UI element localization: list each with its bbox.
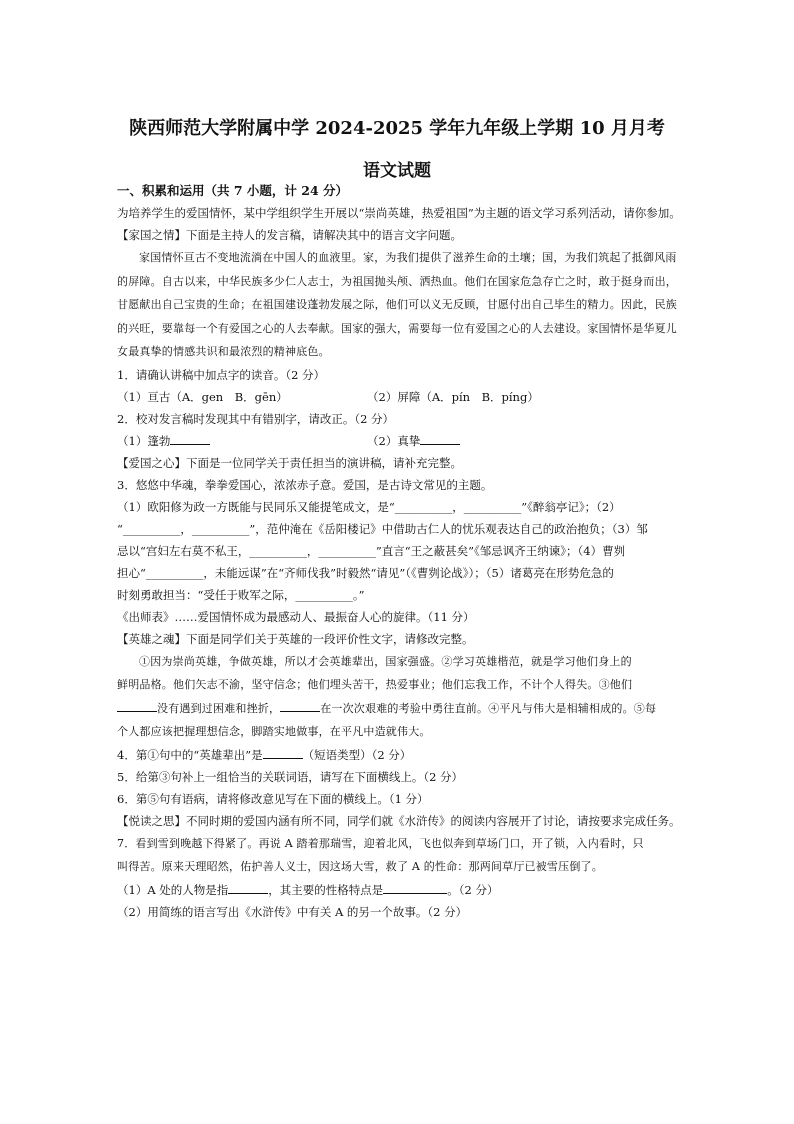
q3-line-1: （1）欧阳修为政一方既能与民同乐又能提笔成文，是“__________，__________”《醉翁亭记》；（2） xyxy=(117,499,621,514)
section-intro: 为培养学生的爱国情怀，某中学组织学生开展以“崇尚英雄，热爱祖国”为主题的语文学习系列活动，请你参加。 xyxy=(117,206,681,220)
q7-sub-1 xyxy=(117,879,685,901)
q7-trait-blank[interactable] xyxy=(383,880,447,894)
q7-sub-1-mid: ，其主要的性格特点是 xyxy=(268,882,384,897)
q7-sub-2: （2）用简练的语言写出《水浒传》中有关 A 的另一个故事。（2 分） xyxy=(117,904,468,919)
q7-sub-1-end: 。（2 分） xyxy=(447,882,499,897)
q2-item-1-label: （1）篷勃 xyxy=(117,433,171,448)
q2-item-2-label: （2）真挚 xyxy=(367,433,421,448)
q2-item-2 xyxy=(367,430,460,452)
question-4 xyxy=(117,744,685,766)
question-1-options xyxy=(117,386,685,408)
q2-item-1 xyxy=(117,430,367,452)
passage-conjunction-blank-2[interactable] xyxy=(280,698,320,712)
q4-answer-blank[interactable] xyxy=(263,745,303,759)
q4-text: 4．第①句中的“英雄辈出”是 xyxy=(117,747,263,762)
question-3: 3．悠悠中华魂，拳拳爱国心，浓浓赤子意。爱国，是古诗文常见的主题。 xyxy=(117,477,493,492)
hero-passage-line-4: 个人都应该把握理想信念，脚踏实地做事，在平凡中造就伟大。 xyxy=(117,725,431,738)
q7-character-blank[interactable] xyxy=(228,880,268,894)
q3-line-3: 忌以“宫妇左右莫不私王，__________，__________”直言“王之蔽甚矣”《邹忌讽齐王纳谏》；（4）曹刿 xyxy=(117,543,626,558)
q3-line-5: 时刻勇敢担当：“受任于败军之际，__________。” xyxy=(117,587,365,602)
part-jiaguo-lead: 【家国之情】下面是主持人的发言稿，请解决其中的语言文字问题。 xyxy=(117,228,462,242)
question-1: 1．请确认讲稿中加点字的读音。（2 分） xyxy=(117,367,326,382)
q4-suffix: （短语类型）（2 分） xyxy=(302,747,412,762)
passage-line-3-mid: 没有遇到过困难和挫折， xyxy=(157,701,281,715)
question-6: 6．第⑤句有语病，请将修改意见写在下面的横线上。（1 分） xyxy=(117,791,429,806)
part-aiguo-lead: 【爱国之心】下面是一位同学关于责任担当的演讲稿，请补充完整。 xyxy=(117,455,462,470)
hero-passage-line-3 xyxy=(117,697,685,721)
question-5: 5．给第③句补上一组恰当的关联词语，请写在下面横线上。（2 分） xyxy=(117,769,464,784)
section-heading: 一、积累和运用（共 7 小题，计 24 分） xyxy=(117,183,349,198)
passage-conjunction-blank-1[interactable] xyxy=(117,698,157,712)
q3-line-6: 《出师表》……爱国情怀成为最感动人、最振奋人心的旋律。（11 分） xyxy=(117,609,475,624)
exam-content xyxy=(117,180,685,923)
hero-passage-line-2: 鲜明品格。他们矢志不渝，坚守信念；他们埋头苦干，热爱事业；他们忘我工作，不计个人得失。③他们 xyxy=(117,678,633,691)
q7-line-2: 叫得苦。原来天理昭然，佑护善人义士，因这场大雪，救了 A 的性命：那两间草厅已被雪压倒了。 xyxy=(117,860,603,873)
q1-option-gengu: （1）亘古（A．gen B．gēn） xyxy=(117,389,288,404)
part-yingxiong-lead: 【英雄之魂】下面是同学们关于英雄的一段评价性文字，请修改完整。 xyxy=(117,631,474,646)
exam-subtitle: 语文试题 xyxy=(363,161,431,181)
q7-sub-1-text: （1）A 处的人物是指 xyxy=(117,882,229,897)
passage-line-3-end: 在一次次艰难的考验中勇往直前。④平凡与伟大是相辅相成的。⑤每 xyxy=(320,701,657,715)
exam-title: 陕西师范大学附属中学 2024-2025 学年九年级上学期 10 月月考 xyxy=(129,118,665,139)
question-2: 2．校对发言稿时发现其中有错别字，请改正。（2 分） xyxy=(117,411,395,426)
hero-passage-line-1: ①因为崇尚英雄，争做英雄，所以才会英雄辈出，国家强盛。②学习英雄楷范，就是学习他们身上的 xyxy=(139,654,632,668)
part-yuedu-lead: 【悦读之思】不同时期的爱国内涵有所不同，同学们就《水浒传》的阅读内容展开了讨论，请按要求完成任务。 xyxy=(117,813,681,828)
question-2-items xyxy=(117,430,685,452)
q3-line-4: 担心“__________，未能远谋”在“齐师伐我”时毅然“请见”（《曹刿论战》）；（5）诸葛亮在形势危急的 xyxy=(117,565,614,580)
q2-answer-blank-1[interactable] xyxy=(170,431,210,445)
q7-line-1: 7．看到雪到晚越下得紧了。再说 A 踏着那瑞雪，迎着北风，飞也似奔到草场门口，开了锁，入内看时，只 xyxy=(117,836,644,850)
q1-option-pingzhang: （2）屏障（A．pín B．píng） xyxy=(367,389,539,404)
q2-answer-blank-2[interactable] xyxy=(420,431,460,445)
q3-line-2: “__________，__________”，范仲淹在《岳阳楼记》中借助古仁人的忧乐观表达自己的政治抱负；（3）邹 xyxy=(117,521,648,536)
host-speech-passage: 家国情怀亘古不变地流淌在中国人的血液里。家，为我们提供了滋养生命的土壤；国，为我们筑起了抵御风雨的屏障。自古以来，中华民族多少仁人志士，为祖国抛头颅、洒热血。他们在国家危急存亡之时，敢于挺身而出，甘愿献出自己宝贵的生命；在祖国建设蓬勃发展之际，他们可以义无反顾，甘愿付出自己毕生的精力。因此，民族的兴旺，要靠每一个有爱国之心的人去奉献。国家的强大，需要每一位有爱国之心的人去建设。家国情怀是华夏儿女最真挚的情感共识和最浓烈的精神底色。 xyxy=(117,251,677,358)
